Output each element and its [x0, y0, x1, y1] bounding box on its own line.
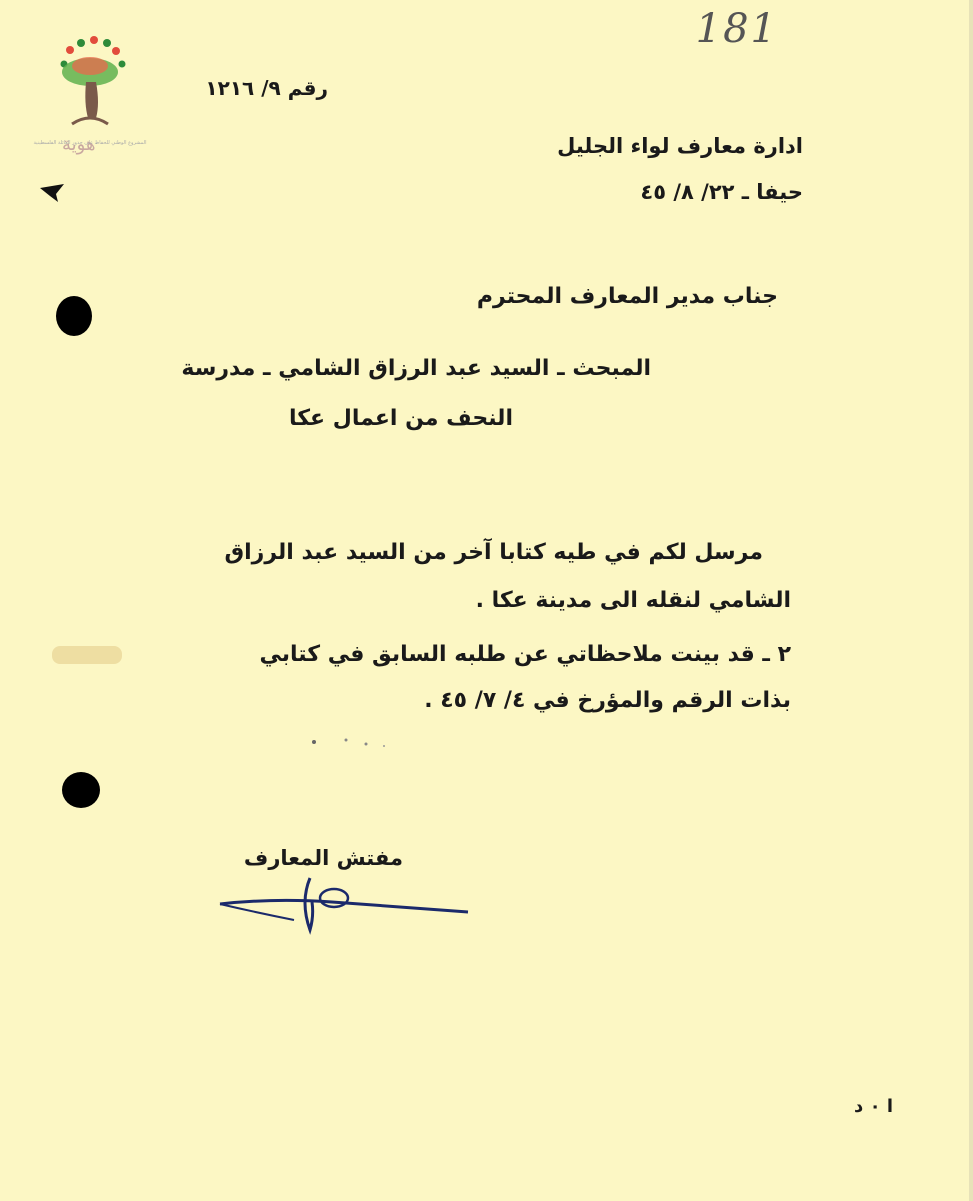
- handwritten-signature-icon: [214, 872, 474, 938]
- body-line-2: الشامي لنقله الى مدينة عكا .: [475, 588, 791, 613]
- reference-number: رقم ٩/ ١٢١٦: [205, 76, 328, 100]
- body-line-4: بذات الرقم والمؤرخ في ٤/ ٧/ ٤٥ .: [424, 688, 791, 713]
- footer-initials: ا ٠ د: [854, 1096, 893, 1117]
- signature-title: مفتش المعارف: [243, 846, 403, 870]
- stain-mark: [52, 646, 122, 664]
- ink-mark: [38, 182, 68, 204]
- logo-caption: المشروع الوطني للحفاظ على جذور العائلة الفلسطينية: [33, 140, 147, 146]
- archive-number: 181: [695, 6, 778, 52]
- subject-line-1: المبحث ـ السيد عبد الرزاق الشامي ـ مدرسة: [181, 356, 651, 381]
- tree-logo-icon: [50, 34, 128, 184]
- place-date: حيفا ـ ٢٢/ ٨/ ٤٥: [640, 180, 803, 204]
- subject-line-2: النحف من اعمال عكا: [289, 406, 513, 431]
- page-edge: [969, 0, 973, 1201]
- addressee: جناب مدير المعارف المحترم: [476, 284, 778, 309]
- body-line-3: ٢ ـ قد بينت ملاحظاتي عن طلبه السابق في كتابي: [259, 642, 791, 667]
- faint-specks: [300, 730, 400, 754]
- body-line-1: مرسل لكم في طيه كتابا آخر من السيد عبد الرزاق: [224, 540, 763, 565]
- punch-hole-top: [56, 296, 92, 336]
- sender-office: ادارة معارف لواء الجليل: [557, 134, 803, 158]
- punch-hole-bottom: [62, 772, 100, 808]
- logo-word: هوية: [62, 134, 96, 155]
